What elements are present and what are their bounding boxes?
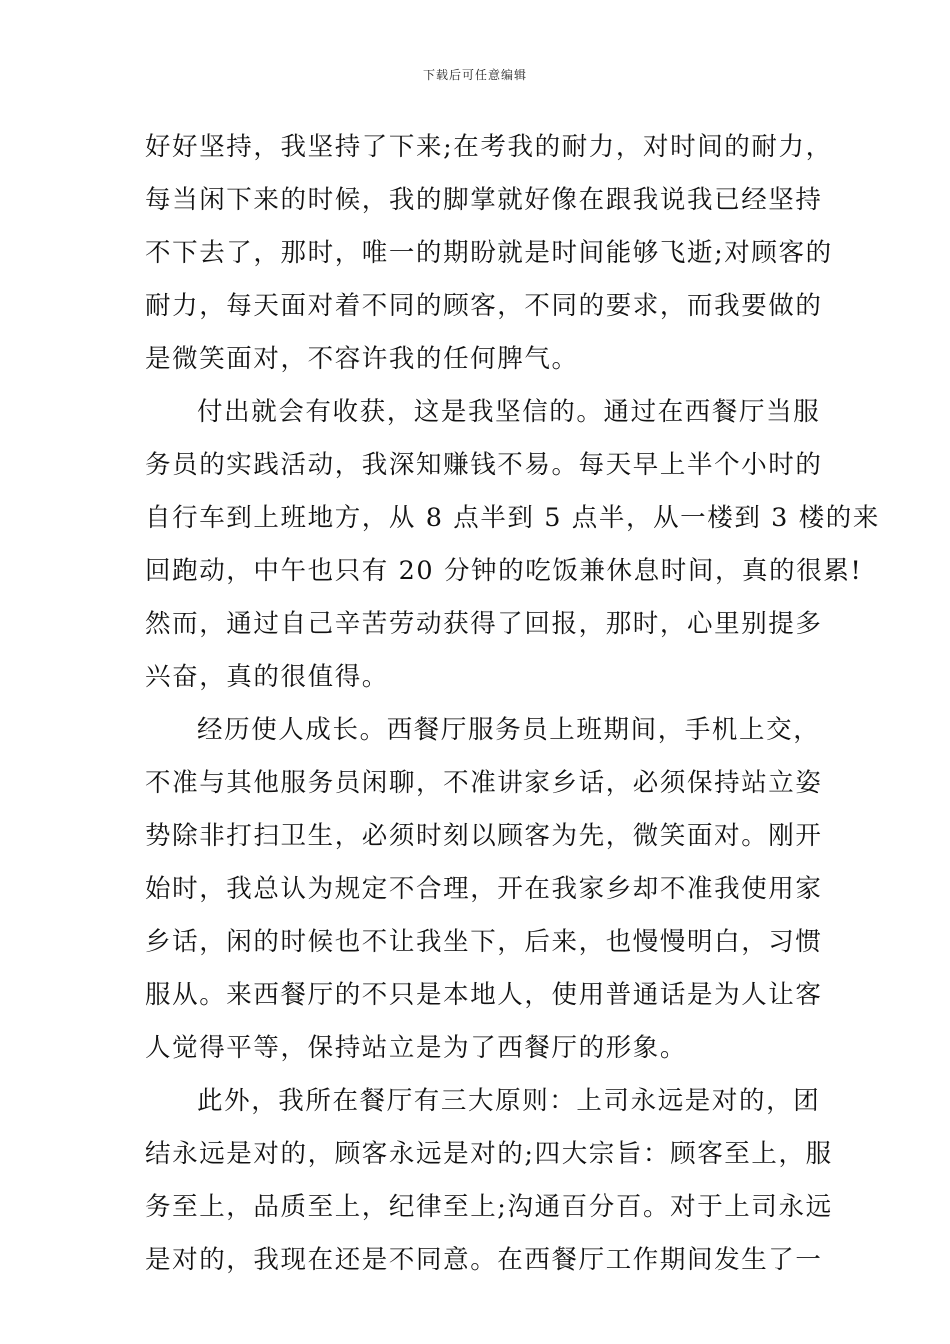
text-line: 务至上，品质至上，纪律至上;沟通百分百。对于上司永远 xyxy=(145,1192,833,1222)
text-line: 不准与其他服务员闲聊，不准讲家乡话，必须保持站立姿 xyxy=(145,768,823,798)
text-line: 人觉得平等，保持站立是为了西餐厅的形象。 xyxy=(145,1033,688,1063)
text-line: 务员的实践活动，我深知赚钱不易。每天早上半个小时的 xyxy=(145,450,823,480)
text-line: 好好坚持，我坚持了下来;在考我的耐力，对时间的耐力， xyxy=(145,132,833,162)
text-line: 经历使人成长。西餐厅服务员上班期间，手机上交， xyxy=(197,715,821,745)
text-line: 然而，通过自己辛苦劳动获得了回报，那时，心里别提多 xyxy=(145,609,823,639)
text-line: 回跑动，中午也只有 20 分钟的吃饭兼休息时间，真的很累! xyxy=(145,556,863,586)
paragraph xyxy=(145,1075,833,1287)
paragraph xyxy=(145,121,833,386)
page-header: 下载后可任意编辑 xyxy=(422,68,527,82)
paragraph xyxy=(145,704,823,1075)
text-line: 乡话，闲的时候也不让我坐下，后来，也慢慢明白，习惯 xyxy=(145,927,823,957)
paragraph xyxy=(145,386,881,704)
text-line: 兴奋，真的很值得。 xyxy=(145,662,389,692)
text-line: 不下去了，那时，唯一的期盼就是时间能够飞逝;对顾客的 xyxy=(145,238,833,268)
text-line: 始时，我总认为规定不合理，开在我家乡却不准我使用家 xyxy=(145,874,823,904)
text-line: 自行车到上班地方，从 8 点半到 5 点半，从一楼到 3 楼的来 xyxy=(145,503,881,533)
text-line: 每当闲下来的时候，我的脚掌就好像在跟我说我已经坚持 xyxy=(145,185,823,215)
text-line: 结永远是对的，顾客永远是对的;四大宗旨：顾客至上，服 xyxy=(145,1139,833,1169)
document-body xyxy=(145,121,881,1287)
text-line: 此外，我所在餐厅有三大原则：上司永远是对的，团 xyxy=(197,1086,821,1116)
text-line: 是微笑面对，不容许我的任何脾气。 xyxy=(145,344,579,374)
text-line: 是对的，我现在还是不同意。在西餐厅工作期间发生了一 xyxy=(145,1245,823,1275)
text-line: 付出就会有收获，这是我坚信的。通过在西餐厅当服 xyxy=(197,397,821,427)
text-line: 势除非打扫卫生，必须时刻以顾客为先，微笑面对。刚开 xyxy=(145,821,823,851)
text-line: 服从。来西餐厅的不只是本地人，使用普通话是为人让客 xyxy=(145,980,823,1010)
text-line: 耐力，每天面对着不同的顾客，不同的要求，而我要做的 xyxy=(145,291,823,321)
